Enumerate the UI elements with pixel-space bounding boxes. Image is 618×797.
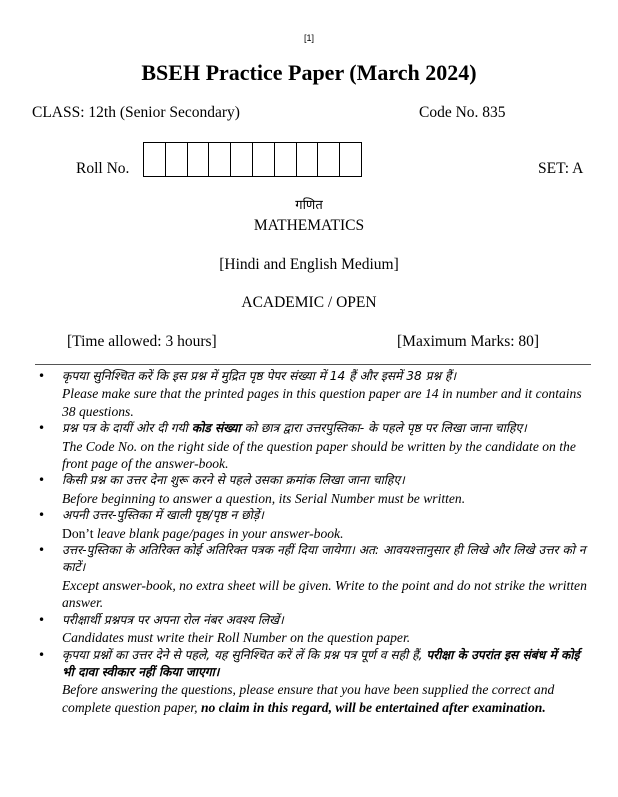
instruction-english: Don’t leave blank page/pages in your answer-book. bbox=[62, 525, 344, 541]
subject-hindi: गणित bbox=[295, 198, 323, 213]
instruction-item bbox=[34, 647, 594, 717]
instruction-hindi: • कृपया सुनिश्चित करें कि इस प्रश्न में मुद्रित पृष्ठ पेपर संख्या में 14 हैं और इसमें 38 प्रश्न हैं। bbox=[62, 369, 457, 383]
roll-no-digit-box[interactable] bbox=[297, 143, 319, 176]
instruction-hindi: • कृपया प्रश्नों का उत्तर देने से पहले, यह सुनिश्चित करें लें कि प्रश्न पत्र पूर्ण व सही हैं, परीक्षा के उपरांत इस संबंध में कोई भी दावा स्वीकार नहीं किया जाएगा। bbox=[62, 647, 580, 679]
instruction-hindi: • प्रश्न पत्र के दायीं ओर दी गयी कोड संख्या को छात्र द्वारा उत्तरपुस्तिका- के पहले पृष्ठ पर लिखा जाना चाहिए। bbox=[62, 421, 527, 436]
instruction-hindi: • उत्तर-पुस्तिका के अतिरिक्त कोई अतिरिक्त पत्रक नहीं दिया जायेगा। अत: आवयश्त्तानुसार ही लिखे और लिखे उत्तर को न काटें। bbox=[62, 543, 586, 575]
instruction-hindi: • अपनी उत्तर-पुस्तिका में खाली पृष्ठ/पृष्ठ न छोड़ें। bbox=[62, 508, 264, 523]
roll-no-digit-box[interactable] bbox=[188, 143, 210, 176]
instruction-english: Please make sure that the printed pages in this question paper are 14 in number and it contains 38 questions. bbox=[62, 386, 582, 419]
instruction-item bbox=[34, 507, 594, 542]
instruction-english: Except answer-book, no extra sheet will be given. Write to the point and do not strike the written answer. bbox=[62, 577, 587, 611]
no-claim-english-bold: no claim in this regard, will be entertained after examination. bbox=[200, 699, 546, 715]
paper-title: BSEH Practice Paper (March 2024) bbox=[141, 60, 477, 85]
instruction-english: Candidates must write their Roll Number on the question paper. bbox=[62, 630, 411, 646]
instruction-item bbox=[34, 542, 594, 612]
roll-no-digit-box[interactable] bbox=[275, 143, 297, 176]
subject-english: MATHEMATICS bbox=[253, 217, 365, 234]
instruction-english: Before answering the questions, please ensure that you have been supplied the correct and complete question paper, no claim in this regard, will be entertained after examination. bbox=[62, 682, 555, 715]
instructions bbox=[34, 368, 594, 716]
instruction-item bbox=[34, 420, 594, 472]
roll-no-label: Roll No. bbox=[76, 160, 130, 177]
roll-no-boxes[interactable] bbox=[143, 142, 362, 177]
instruction-hindi: • परीक्षार्थी प्रश्नपत्र पर अपना रोल नंबर अवश्य लिखें। bbox=[62, 612, 284, 627]
divider bbox=[35, 364, 591, 365]
time-allowed: [Time allowed: 3 hours] bbox=[67, 333, 217, 350]
roll-no-digit-box[interactable] bbox=[166, 143, 188, 176]
page-number: [1] bbox=[303, 33, 314, 43]
roll-no-digit-box[interactable] bbox=[231, 143, 253, 176]
code-number-hindi-bold: कोड संख्या bbox=[191, 421, 241, 436]
instruction-hindi: • किसी प्रश्न का उत्तर देना शुरू करने से पहले उसका क्रमांक लिखा जाना चाहिए। bbox=[62, 473, 405, 488]
roll-no-digit-box[interactable] bbox=[144, 143, 166, 176]
instruction-english: The Code No. on the right side of the question paper should be written by the candidate on the front page of the answer-book. bbox=[62, 438, 576, 472]
class-label: CLASS: 12th (Senior Secondary) bbox=[32, 104, 240, 121]
maximum-marks: [Maximum Marks: 80] bbox=[397, 333, 540, 350]
roll-no-digit-box[interactable] bbox=[253, 143, 275, 176]
roll-no-digit-box[interactable] bbox=[340, 143, 361, 176]
roll-no-digit-box[interactable] bbox=[209, 143, 231, 176]
set-label: SET: A bbox=[538, 160, 584, 177]
instruction-item bbox=[34, 368, 594, 420]
stream: ACADEMIC / OPEN bbox=[241, 294, 377, 311]
instruction-item bbox=[34, 612, 594, 647]
roll-no-digit-box[interactable] bbox=[318, 143, 340, 176]
no-claim-hindi-bold: परीक्षा के उपरांत इस संबंध में कोई भी दावा स्वीकार नहीं किया जाएगा। bbox=[62, 647, 580, 679]
code-number: Code No. 835 bbox=[419, 104, 506, 121]
medium: [Hindi and English Medium] bbox=[219, 256, 399, 273]
instruction-item bbox=[34, 472, 594, 507]
instruction-english: Before beginning to answer a question, its Serial Number must be written. bbox=[62, 490, 466, 506]
